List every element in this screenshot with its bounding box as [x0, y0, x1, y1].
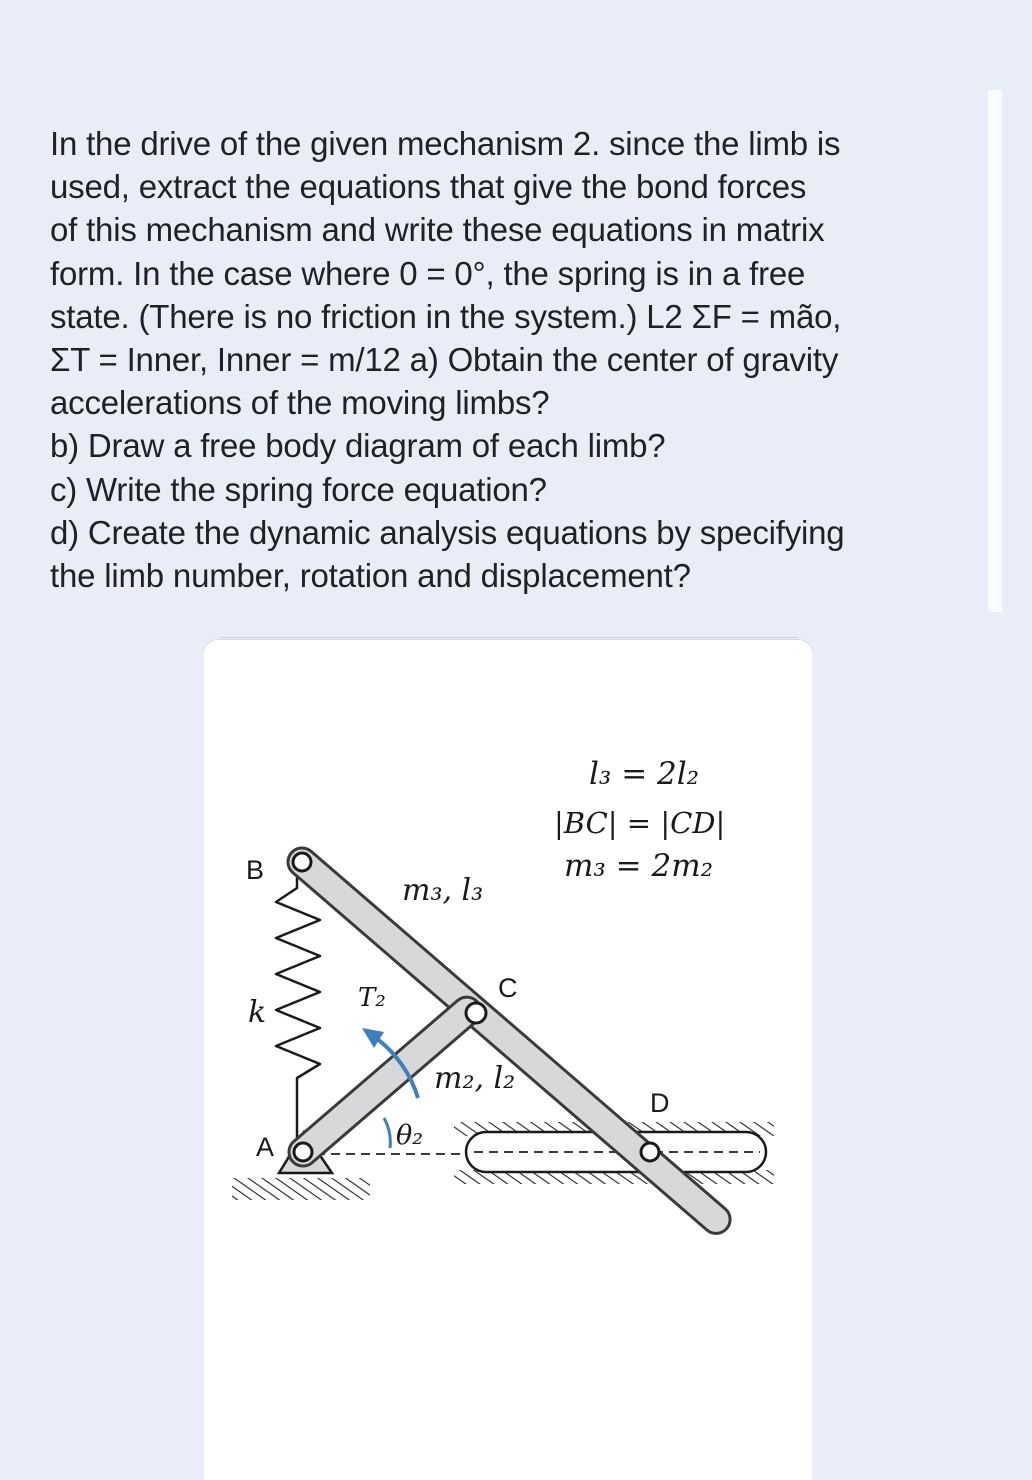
torque-arrowhead — [362, 1028, 384, 1048]
joint-b — [293, 853, 311, 871]
spring — [276, 872, 320, 1140]
question-line: In the drive of the given mechanism 2. since the limb is — [50, 125, 841, 162]
label-d: D — [650, 1088, 670, 1118]
label-m3-l3: m₃, l₃ — [402, 873, 484, 908]
question-line: of this mechanism and write these equations in matrix — [50, 211, 825, 249]
label-k: k — [248, 995, 267, 1030]
label-b: B — [246, 855, 265, 885]
question-line: form. In the case where 0 = 0°, the spring is in a free — [50, 254, 806, 292]
label-theta2: θ₂ — [396, 1120, 424, 1151]
question-line: used, extract the equations that give the bond forces — [50, 168, 807, 206]
question-line-d: d) Create the dynamic analysis equations by specifying — [50, 513, 845, 551]
joint-c — [466, 1003, 486, 1023]
joint-d — [641, 1143, 659, 1161]
question-line-b: b) Draw a free body diagram of each limb? — [50, 427, 666, 465]
question-line: state. (There is no friction in the system.) L2 ΣF = mão, — [50, 297, 842, 335]
scrollbar[interactable] — [988, 90, 1002, 612]
question-line-c: c) Write the spring force equation? — [50, 470, 547, 508]
theta-arc — [384, 1118, 390, 1148]
label-c: C — [498, 973, 518, 1003]
question-line: accelerations of the moving limbs? — [50, 384, 550, 422]
eq-m3: m₃ = 2m₂ — [564, 848, 714, 884]
diagram-card — [204, 640, 812, 1480]
question-line: ΣT = Inner, Inner = m/12 a) Obtain the center of gravity — [50, 341, 839, 379]
question-line-d-cont: the limb number, rotation and displacement? — [50, 557, 691, 595]
label-m2-l2: m₂, l₂ — [434, 1061, 516, 1096]
joint-a — [294, 1143, 312, 1161]
eq-bc: |BC| = |CD| — [554, 806, 726, 840]
eq-l3: l₃ = 2l₂ — [589, 756, 700, 792]
divider — [220, 637, 798, 638]
mechanism-diagram — [204, 640, 812, 1480]
label-a: A — [256, 1132, 275, 1162]
question-text — [50, 122, 950, 597]
label-t2: T₂ — [358, 983, 386, 1013]
